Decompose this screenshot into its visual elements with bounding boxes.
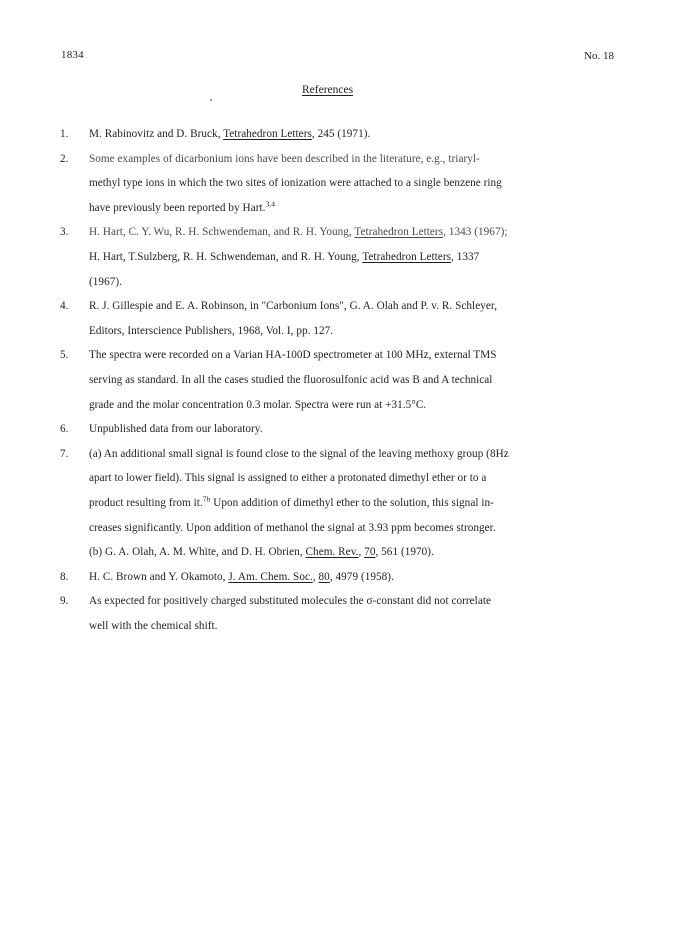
underlined-citation: Tetrahedron Letters [223, 128, 312, 140]
underlined-citation: Tetrahedron Letters [354, 226, 444, 239]
reference-line: H. Hart, T.Sulzberg, R. H. Schwendeman, and R. H. Young, Tetrahedron Letters, 1337 [89, 250, 480, 263]
superscript-citation: 3,4 [265, 199, 276, 209]
reference-line: Unpublished data from our laboratory. [89, 423, 263, 436]
page-number: 1834 [61, 49, 84, 61]
reference-number: 5. [60, 349, 69, 362]
underlined-citation: Chem. Rev. [305, 546, 359, 559]
references-heading: References [302, 84, 354, 96]
reference-item [60, 343, 625, 417]
superscript-citation: 7b [202, 494, 211, 504]
underlined-citation: Tetrahedron Letters [362, 250, 452, 263]
reference-item [60, 122, 625, 147]
reference-item [60, 589, 625, 638]
reference-line: H. C. Brown and Y. Okamoto, J. Am. Chem. Soc., 80, 4979 (1958). [89, 570, 394, 583]
reference-line: creases significantly. Upon addition of methanol the signal at 3.93 ppm becomes stronger. [89, 521, 496, 534]
reference-item [60, 565, 625, 590]
reference-line: Some examples of dicarbonium ions have been described in the literature, e.g., triaryl- [89, 152, 480, 165]
reference-number: 1. [60, 128, 69, 140]
reference-item [60, 442, 625, 565]
reference-line: grade and the molar concentration 0.3 molar. Spectra were run at +31.5°C. [89, 398, 427, 411]
reference-line: As expected for positively charged substituted molecules the σ-constant did not correlate [89, 595, 492, 608]
reference-number: 7. [60, 447, 69, 460]
reference-line: (1967). [89, 275, 122, 288]
reference-line: product resulting from it.$^{7b}$ Upon addition of dimethyl ether to the solution, this signal in- [89, 494, 494, 509]
reference-item [60, 220, 625, 294]
reference-line: (b) G. A. Olah, A. M. White, and D. H. Obrien, Chem. Rev., 70, 561 (1970). [89, 546, 434, 559]
reference-number: 2. [60, 152, 69, 165]
underlined-citation: J. Am. Chem. Soc. [228, 570, 313, 583]
reference-number: 9. [60, 595, 69, 608]
reference-number: 4. [60, 300, 69, 313]
reference-line: R. J. Gillespie and E. A. Robinson, in "Carbonium Ions", G. A. Olah and P. v. R. Schleyer, [89, 300, 498, 313]
reference-line: Editors, Interscience Publishers, 1968, Vol. I, pp. 127. [89, 324, 334, 337]
reference-line: methyl type ions in which the two sites of ionization were attached to a single benzene ring [89, 177, 502, 190]
reference-line: H. Hart, C. Y. Wu, R. H. Schwendeman, and R. H. Young, Tetrahedron Letters, 1343 (1967); [89, 226, 508, 239]
underlined-citation: 70 [364, 546, 376, 559]
reference-number: 8. [60, 570, 69, 583]
reference-line: The spectra were recorded on a Varian HA-100D spectrometer at 100 MHz, external TMS [89, 349, 497, 362]
reference-number: 6. [60, 423, 69, 436]
reference-line: (a) An additional small signal is found close to the signal of the leaving methoxy group (8Hz [89, 447, 509, 460]
references-list [60, 122, 625, 638]
reference-line: apart to lower field). This signal is assigned to either a protonated dimethyl ether or to a [89, 472, 487, 485]
scan-speck [210, 99, 212, 101]
journal-issue: No. 18 [584, 50, 614, 62]
reference-number: 3. [60, 226, 69, 239]
reference-item [60, 417, 625, 442]
underlined-citation: 80 [318, 570, 330, 583]
reference-item [60, 294, 625, 343]
reference-item [60, 147, 625, 221]
reference-line: serving as standard. In all the cases studied the fluorosulfonic acid was B and A technical [89, 373, 493, 386]
reference-line: M. Rabinovitz and D. Bruck, Tetrahedron Letters, 245 (1971). [89, 128, 371, 140]
reference-line: have previously been reported by Hart.$^{3,4}$ [89, 199, 276, 214]
reference-line: well with the chemical shift. [89, 619, 218, 632]
